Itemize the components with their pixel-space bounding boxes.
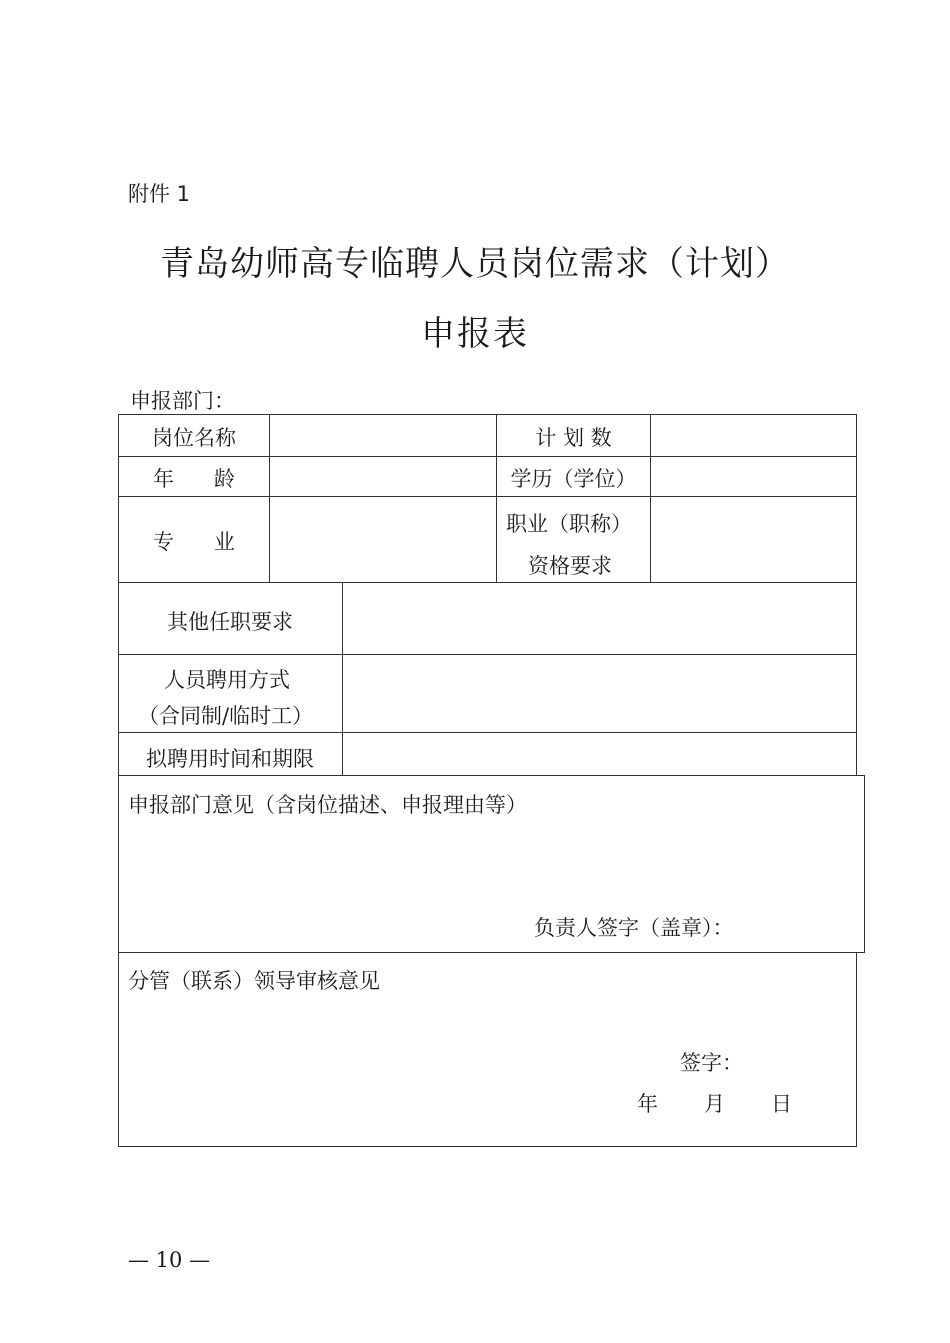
leader-review-label: 分管（联系）领导审核意见 (128, 969, 380, 993)
dept-opinion-field[interactable] (120, 825, 860, 920)
form-title: 青岛幼师高专临聘人员岗位需求（计划） (160, 244, 790, 284)
education-label: 学历（学位） (510, 467, 637, 491)
responsible-sign-label: 负责人签字（盖章）： (534, 916, 734, 940)
duration-field[interactable] (343, 733, 856, 775)
qualification-field[interactable] (651, 497, 856, 582)
position-name-field[interactable] (270, 415, 496, 456)
other-requirements-field[interactable] (343, 583, 856, 654)
qualification-label-line1: 职业（职称） (506, 512, 632, 536)
date-day: 日 (771, 1092, 792, 1116)
position-name-label: 岗位名称 (152, 426, 236, 450)
date-month: 月 (704, 1092, 725, 1116)
department-label: 申报部门： (130, 389, 235, 413)
sign-label: 签字： (680, 1051, 743, 1075)
major-label: 专 业 (152, 530, 236, 554)
employment-method-field[interactable] (343, 655, 856, 732)
date-year: 年 (637, 1092, 658, 1116)
plan-count-field[interactable] (651, 415, 856, 456)
age-field[interactable] (270, 457, 496, 496)
form-subtitle: 申报表 (421, 314, 529, 354)
attachment-label: 附件 1 (128, 182, 191, 206)
education-field[interactable] (651, 457, 856, 496)
duration-label: 拟聘用时间和期限 (146, 747, 314, 771)
age-label: 年 龄 (152, 467, 236, 491)
leader-review-field[interactable] (120, 1000, 850, 1040)
employment-method-label-line1: 人员聘用方式 (164, 668, 290, 692)
plan-count-label: 计 划 数 (535, 426, 612, 450)
employment-method-label-line2: （合同制/临时工） (138, 704, 314, 728)
qualification-label-line2: 资格要求 (528, 554, 612, 578)
major-field[interactable] (270, 497, 496, 582)
page-number: — 10 — (128, 1248, 211, 1272)
other-requirements-label: 其他任职要求 (167, 610, 293, 634)
dept-opinion-label: 申报部门意见（含岗位描述、申报理由等） (128, 793, 527, 817)
